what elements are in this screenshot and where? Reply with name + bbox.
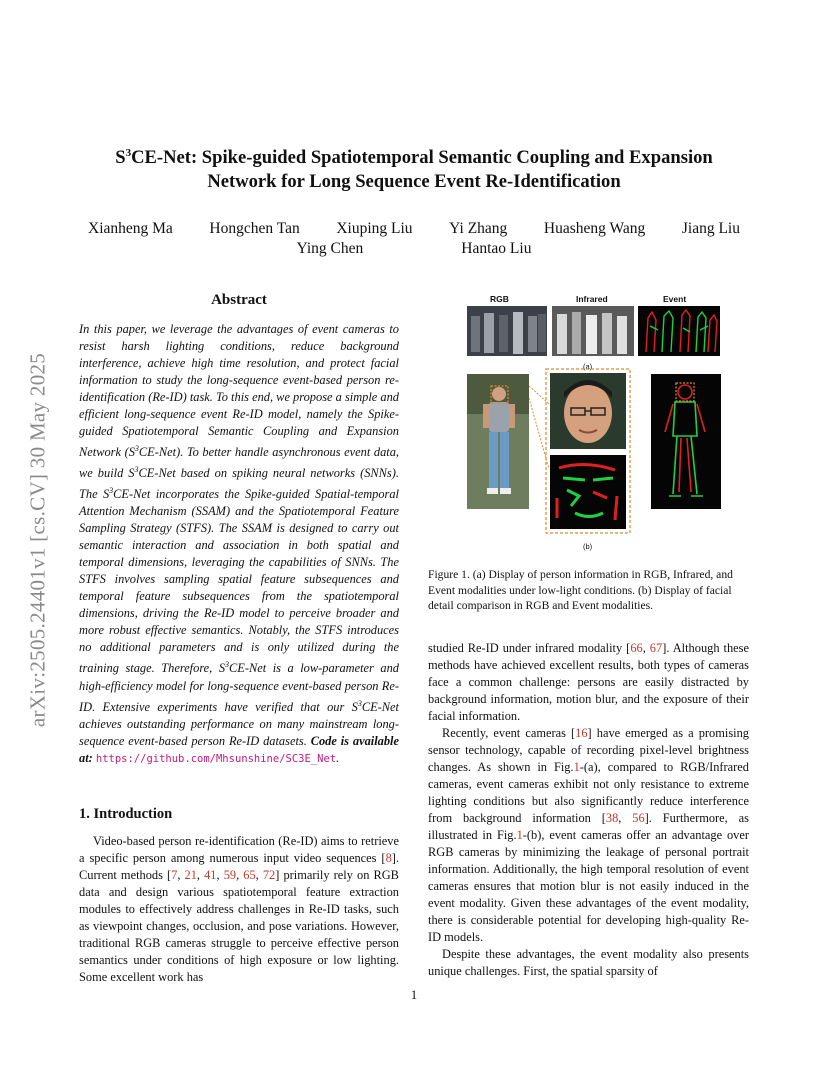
sup: 3 bbox=[134, 444, 139, 453]
code-label: Code is available at: bbox=[79, 733, 399, 765]
body-paragraph: Recently, event cameras [16] have emerged as a promising sensor technology, capable of recording pixel-level brightness changes. As shown in Fig.1-(a), compared to RGB/Infrared cameras, event cameras exhibit not only resistance to extreme lighting conditions but also significantly reduce interference from background information [38, 56]. Furthermore, as illustrated in Fig.1-(b), event cameras offer an advantage over RGB cameras by minimizing the leakage of personal portrait information. Additionally, the high temporal resolution of event cameras ensures that motion blur is not easily induced in the event modality. Given these advantages of the event modality, there is considerable potential for developing high-quality Re-ID models. bbox=[428, 726, 749, 944]
citation-link[interactable]: 41 bbox=[204, 867, 217, 882]
body-text: ] have emerged as a promising sensor technology, capable of recording pixel-level brightness changes. As shown in Fig. bbox=[428, 726, 749, 774]
author: Jiang Liu bbox=[681, 220, 740, 237]
title-prefix: S bbox=[115, 147, 126, 169]
figure-label-infrared: Infrared bbox=[576, 294, 608, 304]
body-text: ]. Furthermore, as illustrated in Fig. bbox=[428, 811, 749, 842]
author: Xianheng Ma bbox=[88, 220, 173, 237]
abstract-text: CE-Net is a low-parameter and high-efficiency model for long-sequence event-based person Re-ID. Extensive experiments have verified that our S bbox=[79, 661, 399, 714]
author: Hantao Liu bbox=[461, 240, 532, 257]
body-text: ]. Although these methods have achieved excellent results, both types of cameras face a common challenge: persons are easily distracted by background information, motion blur, and the exposure of their facial information. bbox=[428, 641, 749, 723]
infrared-crowd-image bbox=[552, 306, 634, 356]
figure-label-rgb: RGB bbox=[490, 294, 509, 304]
author: Yi Zhang bbox=[449, 220, 508, 237]
citation-link[interactable]: 7 bbox=[171, 867, 178, 882]
figure-caption: Figure 1. (a) Display of person information in RGB, Infrared, and Event modalities under low-light conditions. (b) Display of facial detail comparison in RGB and Event modalities. bbox=[428, 568, 733, 612]
page-number: 1 bbox=[410, 988, 418, 1002]
body-text: studied Re-ID under infrared modality [ bbox=[428, 641, 631, 655]
sup: 3 bbox=[225, 660, 230, 670]
face-comparison-panel bbox=[545, 368, 631, 534]
event-person-image bbox=[651, 374, 721, 509]
citation-link[interactable]: 59 bbox=[223, 867, 237, 882]
title-line1: CE-Net: Spike-guided Spatiotemporal Semantic Coupling and Expansion bbox=[131, 147, 713, 169]
abstract-text: CE-Net incorporates the Spike-guided Spatial-temporal Attention Mechanism (SSAM) and the Spatiotemporal Feature Sampling Strategy (STFS). The SSAM is designed to carry out semantic interaction and association in both spatial and temporal dimensions, leveraging the capabilities of SNNs. The STFS involves sampling spatial feature subsequences and temporal feature subsequences from the spatiotemporal dimensions, driving the Re-ID model to perceive broader and more robust effective semantics. Notably, the STFS introduces no additional parameters and is only utilized during the training stage. Therefore, S bbox=[79, 487, 399, 676]
right-column bbox=[428, 640, 749, 980]
sup: 3 bbox=[357, 698, 362, 708]
rgb-crowd-image bbox=[467, 306, 547, 356]
body-text: Despite these advantages, the event modality also presents unique challenges. First, the spatial sparsity of bbox=[428, 947, 749, 978]
citation-link[interactable]: 66 bbox=[630, 641, 643, 655]
figure-label-event: Event bbox=[663, 294, 687, 304]
citation-link[interactable]: 67 bbox=[649, 641, 663, 655]
body-text: ]. Current methods [ bbox=[79, 850, 399, 882]
left-column bbox=[79, 292, 399, 986]
figure-sub-b: (b) bbox=[583, 542, 593, 551]
abstract-text: CE-Net). To better handle asynchronous event data, we build S bbox=[79, 445, 399, 481]
abstract-text: . bbox=[336, 750, 340, 765]
figure-ref-link[interactable]: 1 bbox=[516, 828, 523, 842]
body-paragraph bbox=[428, 946, 749, 980]
sup: 3 bbox=[109, 486, 114, 496]
citation-link[interactable]: 65 bbox=[243, 867, 256, 882]
intro-paragraph: Video-based person re-identification (Re-ID) aims to retrieve a specific person among numerous input video sequences [8]. Current methods [7, 21, 41, 59, 65, 72] primarily rely on RGB data and design various spatiotemporal feature extraction modules to effectively address challenges in Re-ID tasks, such as viewpoint changes, occlusion, and pose variations. However, traditional RGB cameras struggle to perceive effective person semantics under conditions of high exposure or low lighting. Some excellent work has bbox=[79, 833, 399, 984]
citation-link[interactable]: 16 bbox=[575, 726, 588, 740]
citation-link[interactable]: 56 bbox=[632, 811, 645, 825]
abstract-heading: Abstract bbox=[211, 292, 267, 308]
body-text: Recently, event cameras [ bbox=[442, 726, 576, 740]
introduction-heading: 1. Introduction bbox=[79, 805, 173, 822]
body-text: ] primarily rely on RGB data and design various spatiotemporal feature extraction modules to effectively address challenges in Re-ID tasks, such as viewpoint changes, occlusion, and pose variations. However, traditional RGB cameras struggle to perceive effective person semantics under conditions of high exposure or low lighting. Some excellent work has bbox=[79, 867, 399, 984]
rgb-person-image bbox=[467, 374, 529, 509]
figure-ref-link[interactable]: 1 bbox=[573, 760, 580, 774]
event-crowd-image bbox=[638, 306, 720, 356]
code-link[interactable]: https://github.com/Mhsunshine/SC3E_Net bbox=[95, 752, 337, 765]
body-text: -(b), event cameras offer an advantage over RGB cameras by minimizing the leakage of personal portrait information. Additionally, the high temporal resolution of event cameras ensures that motion blur is not easily induced in the event modality. Given these advantages of the event modality, there is considerable potential for developing high-quality Re-ID models. bbox=[428, 828, 749, 944]
figure-sub-a: (a) bbox=[583, 362, 593, 371]
arxiv-sidebar bbox=[20, 290, 56, 790]
body-text: Video-based person re-identification (Re-ID) aims to retrieve a specific person among numerous input video sequences [ bbox=[79, 833, 399, 865]
citation-link[interactable]: 72 bbox=[262, 867, 276, 882]
body-paragraph: studied Re-ID under infrared modality [66, 67]. Although these methods have achieved excellent results, both types of cameras face a common challenge: persons are easily distracted by background information, motion blur, and the exposure of their facial information. bbox=[428, 641, 749, 723]
sup: 3 bbox=[134, 465, 139, 475]
citation-link[interactable]: 21 bbox=[184, 867, 197, 882]
author: Hongchen Tan bbox=[209, 220, 300, 237]
author-list bbox=[80, 219, 748, 259]
citation-link[interactable]: 38 bbox=[605, 811, 619, 825]
abstract-text: CE-Net based on spiking neural networks (SNNs). The S bbox=[79, 466, 399, 502]
author: Huasheng Wang bbox=[543, 220, 646, 237]
author: Xiuping Liu bbox=[336, 220, 413, 237]
paper-title bbox=[80, 141, 748, 194]
citation-link[interactable]: 8 bbox=[385, 850, 392, 865]
author: Ying Chen bbox=[296, 240, 364, 257]
abstract-text: In this paper, we leverage the advantages of event cameras to resist harsh lighting conditions, reduce background interference, achieve high time resolution, and protect facial information to study the long-sequence event-based person re-identification (Re-ID) task. To this end, we propose a simple and efficient long-sequence event Re-ID model, namely the Spike-guided Spatiotemporal Semantic Coupling and Expansion Network (S bbox=[79, 322, 399, 460]
abstract-text: CE-Net achieves outstanding performance on many mainstream long-sequence event-based person Re-ID datasets. bbox=[79, 699, 399, 748]
abstract-body bbox=[79, 321, 399, 768]
body-text: -(a), compared to RGB/Infrared cameras, event cameras exhibit not only resistance to extreme lighting conditions but also significantly reduce interference from background information [ bbox=[428, 760, 749, 825]
title-sup: 3 bbox=[125, 147, 132, 159]
figure-1 bbox=[464, 294, 724, 559]
title-line2: Network for Long Sequence Event Re-Identification bbox=[207, 171, 621, 193]
arxiv-identifier[interactable]: arXiv:2505.24401v1 [cs.CV] 30 May 2025 bbox=[25, 352, 50, 728]
